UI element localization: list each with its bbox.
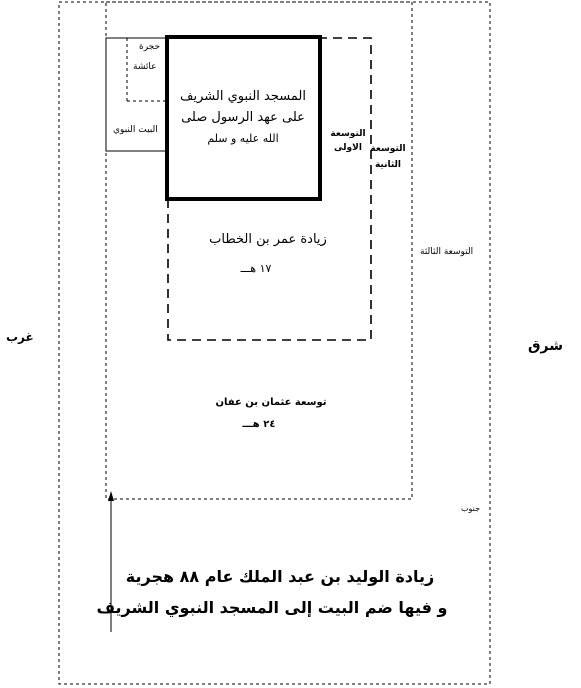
label-second-expansion — [370, 141, 405, 173]
label-uthman-expansion: توسعة عثمان بن عفان — [215, 397, 327, 408]
original-mosque-line: المسجد النبوي الشريف — [180, 89, 306, 104]
label-original-mosque — [180, 86, 306, 149]
label-umar-year: ١٧ هـــ — [240, 262, 272, 275]
original-mosque-line: على عهد الرسول صلى — [181, 110, 305, 125]
label-aisha: عائشة — [133, 62, 157, 72]
second-expansion-line: التوسعة — [370, 144, 406, 154]
label-hujra: حجرة — [139, 42, 161, 52]
first-expansion-line: الاولى — [334, 143, 362, 153]
label-umar-addition: زيادة عمر بن الخطاب — [209, 232, 327, 247]
label-west: غرب — [6, 330, 34, 344]
umar-expansion-boundary — [168, 38, 371, 340]
label-third-expansion: التوسعة الثالثة — [420, 247, 474, 257]
label-uthman-year: ٢٤ هـــ — [242, 419, 276, 430]
label-first-expansion — [330, 127, 365, 155]
label-prophet-house: البيت النبوي — [113, 125, 158, 135]
original-mosque-line: الله عليه و سلم — [207, 132, 279, 145]
label-walid-addition: زيادة الوليد بن عبد الملك عام ٨٨ هجرية — [125, 567, 435, 586]
label-east: شرق — [528, 338, 563, 354]
north-arrow-head — [108, 491, 114, 501]
first-expansion-line: التوسعة — [330, 129, 366, 139]
label-south: جنوب — [461, 504, 481, 513]
second-expansion-line: الثانية — [374, 160, 402, 170]
label-walid-house-annex: و فيها ضم البيت إلى المسجد النبوي الشريف — [96, 598, 448, 617]
